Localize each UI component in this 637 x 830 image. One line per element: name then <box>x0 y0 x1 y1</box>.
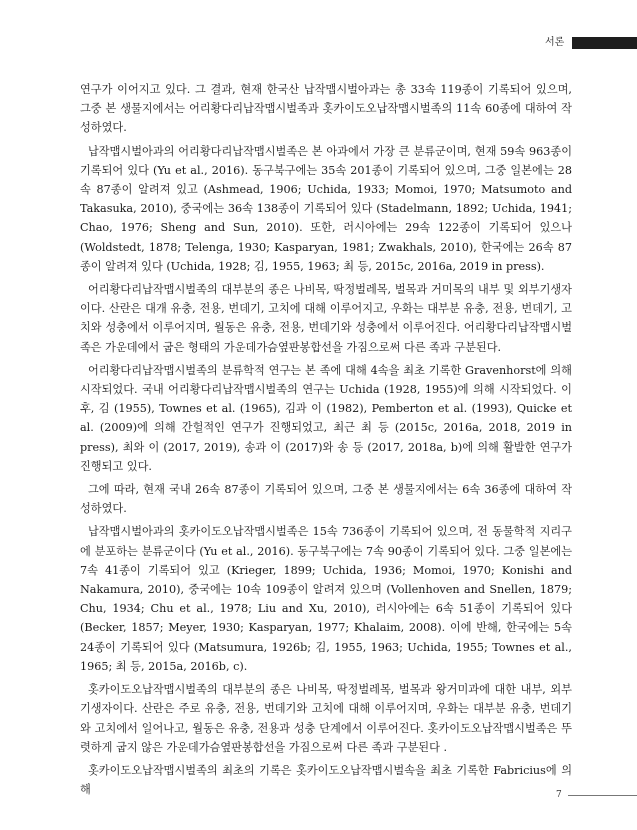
paragraph-1: 연구가 이어지고 있다. 그 결과, 현재 한국산 납작맵시벌아과는 총 33속 119종이 기록되어 있으며, 그중 본 생물지에서는 어리황다리납작맵시벌족과 홋카이도오납작맵시벌족의 11속 60종에 대하여 작성하였다. <box>80 83 572 135</box>
paragraph-7: 홋카이도오납작맵시벌족의 대부분의 종은 나비목, 딱정벌레목, 벌목과 왕거미과에 대한 내부, 외부기생자이다. 산란은 주로 유충, 전용, 번데기와 고치에 대해 이루어지며, 우화는 대부분 유충, 번데기와 고치에서 일어나고, 월동은 유충, 전용과 성충 단계에서 이루어진다. 홋카이도오납작맵시벌족은 뚜렷하게 굽지 않은 가운데가슴옆판봉합선을 가짐으로써 다른 족과 구분된다 . <box>80 683 572 754</box>
section-label: 서론 <box>545 37 565 48</box>
paragraph-5: 그에 따라, 현재 국내 26속 87종이 기록되어 있으며, 그중 본 생물지에서는 6속 36종에 대하여 작성하였다. <box>80 483 572 516</box>
header-bar <box>572 37 637 49</box>
paragraph-2: 납작맵시벌아과의 어리황다리납작맵시벌족은 본 아과에서 가장 큰 분류군이며, 현재 59속 963종이 기록되어 있다 (Yu et al., 2016). 동구북구에는 35속 201종이 기록되어 있으며, 그중 일본에는 28속 87종이 알려져 있고 (Ashmead, 1906; Uchida, 1933; Momoi, 1970; Matsumoto and Takasuka, 2010), 중국에는 36속 138종이 기록되어 있다 (Stadelmann, 1892; Uchida, 1941; Chao, 1976; Sheng and Sun, 2010). 또한, 러시아에는 29속 122종이 기록되어 있으나 (Woldstedt, 1878; Telenga, 1930; Kasparyan, 1981; Zwakhals, 2010), 한국에는 26속 87종이 알려져 있다 (Uchida, 1928; 김, 1955, 1963; 최 등, 2015c, 2016a, 2019 in press). <box>80 144 572 273</box>
body-text <box>80 80 572 803</box>
page-number: 7 <box>556 790 562 800</box>
paragraph-6: 납작맵시벌아과의 홋카이도오납작맵시벌족은 15속 736종이 기록되어 있으며, 전 동물학적 지리구에 분포하는 분류군이다 (Yu et al., 2016). 동구북구에는 7속 90종이 기록되어 있다. 그중 일본에는 7속 41종이 기록되어 있고 (Krieger, 1899; Uchida, 1936; Momoi, 1970; Konishi and Nakamura, 2010), 중국에는 10속 109종이 알려져 있으며 (Vollenhoven and Snellen, 1879; Chu, 1934; Chu et al., 1978; Liu and Xu, 2010), 러시아에는 6속 51종이 기록되어 있다 (Becker, 1857; Meyer, 1930; Kasparyan, 1977; Khalaim, 2008). 이에 반해, 한국에는 5속 24종이 기록되어 있다 (Matsumura, 1926b; 김, 1955, 1963; Uchida, 1955; Townes et al., 1965; 최 등, 2015a, 2016b, c). <box>80 525 572 673</box>
paragraph-3: 어리황다리납작맵시벌족의 대부분의 종은 나비목, 딱정벌레목, 벌목과 거미목의 내부 및 외부기생자이다. 산란은 대개 유충, 전용, 번데기, 고치에 대해 이루어지고, 우화는 대부분 유충, 전용, 번데기, 고치와 성충에서 이루어지며, 월동은 유충, 전용, 번데기와 성충에서 이루어진다. 어리황다리납작맵시벌족은 가운데에서 굽은 형태의 가운데가슴옆판봉합선을 가짐으로써 다른 족과 구분된다. <box>80 283 572 354</box>
footer-rule <box>568 795 637 796</box>
paragraph-4: 어리황다리납작맵시벌족의 분류학적 연구는 본 족에 대해 4속을 최초 기록한 Gravenhorst에 의해 시작되었다. 국내 어리황다리납작맵시벌족의 연구는 Uchida (1928, 1955)에 의해 시작되었다. 이후, 김 (1955), Townes et al. (1965), 김과 이 (1982), Pemberton et al. (1993), Quicke et al. (2009)에 의해 간헐적인 연구가 진행되었고, 최근 최 등 (2015c, 2016a, 2018, 2019 in press), 최와 이 (2017, 2019), 송과 이 (2017)와 송 등 (2017, 2018a, b)에 의해 활발한 연구가 진행되고 있다. <box>80 363 572 473</box>
paragraph-8: 홋카이도오납작맵시벌족의 최초의 기록은 홋카이도오납작맵시벌속을 최초 기록한 Fabricius에 의해 <box>80 763 572 797</box>
